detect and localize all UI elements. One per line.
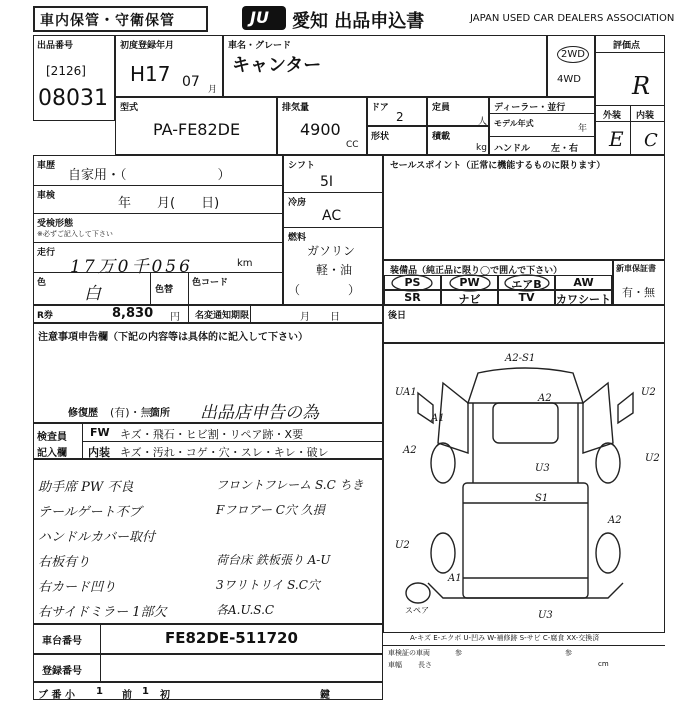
shape-label: 形状 <box>371 132 390 142</box>
remark-10: 3ワリトリイ S.C穴 <box>216 578 320 592</box>
org-title: 愛知 出品申込書 <box>292 11 425 32</box>
remark-11: 各A.U.S.C <box>216 603 275 617</box>
mileage-label: 走行 <box>37 248 56 258</box>
dealer-label: ディーラー・並行 <box>494 103 566 113</box>
registration-label: 初度登録年月 <box>120 41 175 51</box>
deadline-label: 名変通知期限 <box>195 311 250 321</box>
displacement-value: 4900 <box>300 120 341 139</box>
equip-airbag: エアB <box>498 275 555 290</box>
ac-value: AC <box>322 208 342 224</box>
handle-label: ハンドル <box>494 144 531 154</box>
mark-u3: U3 <box>535 463 550 474</box>
color-value: 白 <box>84 284 101 304</box>
registration-year: H17 <box>130 62 171 86</box>
mark-a2-s1: A2-S1 <box>505 353 536 364</box>
inspection-type-label: 受検形態 <box>37 219 74 229</box>
registration-month-unit: 月 <box>208 85 218 95</box>
bottom-row <box>33 682 383 700</box>
remark-5: 右カード凹り <box>38 580 117 595</box>
warranty-value: 有・無 <box>622 286 655 299</box>
cc-unit: CC <box>346 140 359 150</box>
repair-value: (有)・無 <box>110 406 152 419</box>
recycle-amount: 8,830 <box>112 306 154 321</box>
fuel-value: ガソリン <box>307 244 356 258</box>
equip-ps: PS <box>384 275 441 290</box>
spare-label: スペア <box>405 606 429 615</box>
sales-point-label: セールスポイント（正常に機能するものに限ります） <box>390 161 606 171</box>
ac-label: 冷房 <box>288 198 307 208</box>
chassis-value: FE82DE-511720 <box>165 629 298 647</box>
grade-exterior: E <box>609 127 624 151</box>
capacity-label: 定員 <box>432 103 451 113</box>
drive-2wd: 2WD <box>557 46 589 63</box>
equip-pw: PW <box>441 275 498 290</box>
mark-u3-bottom: U3 <box>538 610 553 621</box>
remark-7: フロントフレーム S.C ちき <box>216 478 364 492</box>
fuel-options: 軽・油 <box>316 263 353 277</box>
mark-u2-right: U2 <box>641 387 656 398</box>
inspection-value: 年 月( 日) <box>118 196 220 211</box>
diagram-extra-2: 参 <box>455 649 462 657</box>
chassis-label: 車台番号 <box>42 636 82 647</box>
remark-1: 助手席 PW 不良 <box>38 480 134 495</box>
model-year-label: モデル年式 <box>494 119 534 128</box>
remark-4: 右板有り <box>38 555 91 570</box>
bottom-cell-1: ブ 番 小 <box>38 690 75 701</box>
mark-ua1: UA1 <box>395 387 417 398</box>
bottom-cell-3: 前 <box>122 690 132 701</box>
remark-9: 荷台床 鉄板張り A-U <box>216 553 331 567</box>
grade-value: R <box>632 72 651 100</box>
lot-bracket-number: [2126] <box>46 64 86 78</box>
history-value: 自家用・（ ） <box>68 168 231 183</box>
inspection-type-note: ※必ずご記入して下さい <box>37 230 113 238</box>
inspector-label-1: 検査員 <box>37 432 67 443</box>
displacement-label: 排気量 <box>282 103 310 113</box>
model-year-unit: 年 <box>578 124 588 134</box>
recycle-yen: 円 <box>170 312 180 323</box>
mark-s1: S1 <box>535 493 549 504</box>
load-label: 積載 <box>432 132 451 142</box>
lot-number: 08031 <box>38 86 108 111</box>
mark-a2-left: A2 <box>403 445 417 456</box>
reg-number-label: 登録番号 <box>42 666 82 677</box>
repair-label: 修復歴 <box>68 408 98 419</box>
vehicle-diagram <box>383 343 665 633</box>
history-label: 車歴 <box>37 161 56 171</box>
capacity-unit: 人 <box>478 117 488 127</box>
diagram-cm: cm <box>598 660 609 668</box>
notes-label: 注意事項申告欄（下記の内容等は具体的に記入して下さい） <box>38 332 308 343</box>
color-code-label: 色コード <box>192 278 229 288</box>
damage-legend: A-キズ E-エクボ U-凹み W-補修跡 S-サビ C-腐食 XX-交換済 <box>410 634 600 642</box>
mark-a2-top: A2 <box>538 393 552 404</box>
repair-note: 出品店申告の為 <box>200 403 319 423</box>
doors-label: ドア <box>371 103 389 113</box>
bottom-cell-7: 鍵 <box>320 690 330 701</box>
equip-aw: AW <box>555 275 612 290</box>
diagram-extra-3: 参 <box>565 649 572 657</box>
grade-exterior-label: 外装 <box>603 111 622 121</box>
bottom-cell-5: 初 <box>160 690 170 701</box>
mark-u2-right2: U2 <box>645 453 660 464</box>
model-name: キャンター <box>232 55 322 76</box>
fw-label: FW <box>90 426 110 439</box>
ju-logo-text: JU <box>250 8 269 27</box>
equipment-circles <box>384 272 614 308</box>
model-label: 車名・グレード <box>228 41 292 51</box>
equip-leather-seat: カワシート <box>555 290 612 305</box>
mark-a1-left: A1 <box>431 413 445 424</box>
bottom-cell-2: 1 <box>96 686 103 697</box>
drive-4wd: 4WD <box>557 74 581 85</box>
mark-a2-right: A2 <box>608 515 622 526</box>
equipment-label: 装備品（純正品に限り◯で囲んで下さい） <box>390 266 563 276</box>
shift-value: 5I <box>320 174 334 190</box>
inspector-label-2: 記入欄 <box>37 448 67 459</box>
drive-box <box>547 35 595 97</box>
type-label: 型式 <box>120 103 139 113</box>
equip-tv: TV <box>498 290 555 305</box>
mark-u2-bottom: U2 <box>395 540 410 551</box>
fw-items: キズ・飛石・ヒビ割・リペア跡・X要 <box>120 428 304 441</box>
rear-box <box>383 305 665 343</box>
interior-items: キズ・汚れ・コゲ・穴・スレ・キレ・破レ <box>120 446 329 459</box>
storage-badge-text: 車内保管・守衛保管 <box>40 13 175 29</box>
color-label: 色 <box>37 278 47 288</box>
repair-place-label: 箇所 <box>150 408 170 419</box>
grade-label: 評価点 <box>613 41 641 51</box>
diagram-length: 長さ <box>418 661 432 669</box>
bottom-cell-4: 1 <box>142 686 149 697</box>
mark-a1-bottom: A1 <box>448 573 462 584</box>
org-subtitle: JAPAN USED CAR DEALERS ASSOCIATION <box>470 13 675 24</box>
fuel-label: 燃料 <box>288 233 307 243</box>
remark-2: テールゲート不ブ <box>38 505 142 520</box>
lot-label: 出品番号 <box>37 41 74 51</box>
handle-value: 左・右 <box>551 144 579 154</box>
diagram-width: 車幅 <box>388 661 402 669</box>
remark-6: 右サイドミラー 1部欠 <box>38 605 167 620</box>
reg-number-box <box>33 654 383 682</box>
mileage-value: 17万0千056 <box>70 257 193 277</box>
inspection-label: 車検 <box>37 191 56 201</box>
equip-navi: ナビ <box>441 290 498 305</box>
equip-sr: SR <box>384 290 441 305</box>
type-value: PA-FE82DE <box>153 120 241 139</box>
doors-value: 2 <box>396 110 404 124</box>
remark-8: Fフロアー C穴 久損 <box>216 503 325 517</box>
grade-interior: C <box>644 130 658 151</box>
color-change-label: 色替 <box>155 285 174 295</box>
diagram-extra-1: 車検証の車両 <box>388 649 430 657</box>
recycle-label: R券 <box>37 311 53 321</box>
mileage-unit: km <box>237 258 253 269</box>
interior-label: 内装 <box>88 446 110 459</box>
deadline-value: 月 日 <box>300 312 340 323</box>
remark-3: ハンドルカバー取付 <box>38 530 156 545</box>
kg-unit: kg <box>476 143 487 153</box>
warranty-label: 新車保証書 <box>616 264 656 273</box>
fuel-bracket: （ ） <box>288 283 361 297</box>
rear-label: 後日 <box>388 311 407 321</box>
registration-month: 07 <box>182 74 200 90</box>
shift-label: シフト <box>288 161 316 171</box>
grade-interior-label: 内装 <box>636 111 655 121</box>
